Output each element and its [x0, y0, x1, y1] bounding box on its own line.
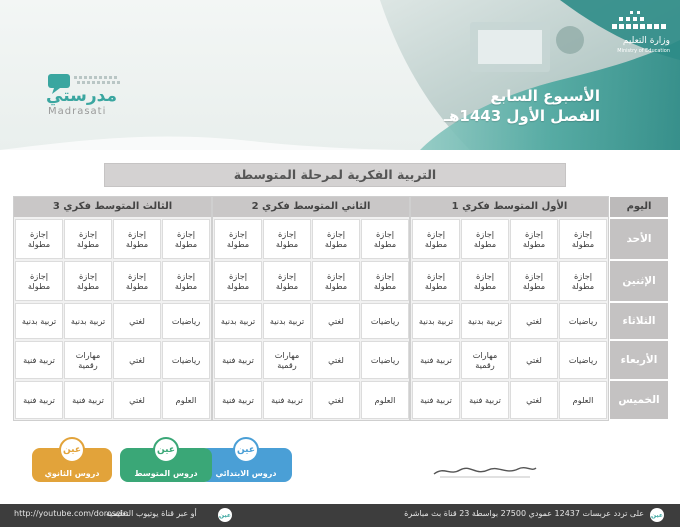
column-header-group2: الثاني المتوسط فكري 2	[213, 197, 409, 217]
cell-g2-mon-3: إجازة مطولة	[263, 261, 311, 301]
cell-g3-tue-4: تربية بدنية	[15, 303, 63, 339]
cell-g1-wed-1: رياضيات	[559, 341, 607, 379]
ministry-dots-icon	[610, 10, 670, 34]
ein-badge-icon: عين	[233, 437, 259, 463]
broadcast-text: على تردد عربسات 12437 عمودي 27500 بواسطة 23 قناة بث مباشرة	[404, 509, 644, 518]
cell-g3-thu-1: العلوم	[162, 381, 210, 419]
cell-g1-sun-3: إجازة مطولة	[461, 219, 509, 259]
cell-g2-thu-3: تربية فنية	[263, 381, 311, 419]
cell-g1-sun-2: إجازة مطولة	[510, 219, 558, 259]
ministry-name-ar: وزارة التعليم	[622, 36, 670, 46]
cell-g2-tue-1: رياضيات	[361, 303, 409, 339]
card-secondary-label: دروس الثانوي	[44, 469, 100, 478]
column-header-group3: الثالث المتوسط فكري 3	[14, 197, 211, 217]
cell-g3-tue-3: تربية بدنية	[64, 303, 112, 339]
cell-g3-wed-3: مهارات رقمية	[64, 341, 112, 379]
term-label: الفصل الأول 1443هـ	[443, 107, 600, 125]
day-label-wednesday: الأربعاء	[610, 341, 668, 379]
cell-g1-thu-2: لغتي	[510, 381, 558, 419]
cell-g2-wed-4: تربية فنية	[214, 341, 262, 379]
column-header-day: اليوم	[610, 197, 668, 217]
cell-g2-tue-2: لغتي	[312, 303, 360, 339]
week-label: الأسبوع السابع	[490, 87, 600, 105]
cell-g3-sun-4: إجازة مطولة	[15, 219, 63, 259]
cell-g3-sun-1: إجازة مطولة	[162, 219, 210, 259]
page-title: التربية الفكرية لمرحلة المتوسطة	[104, 163, 566, 187]
cell-g1-thu-4: تربية فنية	[412, 381, 460, 419]
card-elementary-lessons[interactable]	[200, 445, 292, 482]
cell-g1-tue-3: تربية بدنية	[461, 303, 509, 339]
cell-g1-thu-1: العلوم	[559, 381, 607, 419]
cell-g2-wed-1: رياضيات	[361, 341, 409, 379]
cell-g2-thu-2: لغتي	[312, 381, 360, 419]
header-banner	[0, 0, 680, 150]
card-secondary-lessons[interactable]	[32, 445, 112, 482]
cell-g1-wed-4: تربية فنية	[412, 341, 460, 379]
cell-g3-tue-1: رياضيات	[162, 303, 210, 339]
cell-g1-mon-4: إجازة مطولة	[412, 261, 460, 301]
cell-g1-wed-3: مهارات رقمية	[461, 341, 509, 379]
cell-g2-mon-1: إجازة مطولة	[361, 261, 409, 301]
card-middle-label: دروس المتوسط	[134, 469, 198, 478]
cell-g1-mon-3: إجازة مطولة	[461, 261, 509, 301]
cell-g3-sun-2: إجازة مطولة	[113, 219, 161, 259]
cell-g3-thu-4: تربية فنية	[15, 381, 63, 419]
cell-g2-sun-4: إجازة مطولة	[214, 219, 262, 259]
brand-name-ar: مدرستي	[46, 86, 117, 106]
ein-badge-icon: عين	[59, 437, 85, 463]
ministry-name-en: Ministry of Education	[617, 48, 670, 54]
cell-g2-wed-3: مهارات رقمية	[263, 341, 311, 379]
cell-g1-tue-1: رياضيات	[559, 303, 607, 339]
cell-g1-sun-1: إجازة مطولة	[559, 219, 607, 259]
day-label-tuesday: الثلاثاء	[610, 303, 668, 339]
cell-g1-thu-3: تربية فنية	[461, 381, 509, 419]
cell-g1-tue-4: تربية بدنية	[412, 303, 460, 339]
cell-g3-tue-2: لغتي	[113, 303, 161, 339]
cell-g2-mon-4: إجازة مطولة	[214, 261, 262, 301]
cell-g2-sun-3: إجازة مطولة	[263, 219, 311, 259]
day-label-sunday: الأحد	[610, 219, 668, 259]
cell-g3-mon-2: إجازة مطولة	[113, 261, 161, 301]
cell-g3-mon-1: إجازة مطولة	[162, 261, 210, 301]
card-elementary-label: دروس الابتدائي	[215, 469, 277, 478]
cell-g3-mon-4: إجازة مطولة	[15, 261, 63, 301]
cell-g3-wed-2: لغتي	[113, 341, 161, 379]
cell-g1-mon-2: إجازة مطولة	[510, 261, 558, 301]
cell-g1-tue-2: لغتي	[510, 303, 558, 339]
cell-g1-mon-1: إجازة مطولة	[559, 261, 607, 301]
card-middle-lessons[interactable]	[120, 445, 212, 482]
youtube-label: أو عبر قناة يوتيوب التعليمية	[106, 509, 197, 518]
youtube-link[interactable]: http://youtube.com/dorosein	[14, 509, 129, 518]
cell-g3-wed-4: تربية فنية	[15, 341, 63, 379]
cell-g2-mon-2: إجازة مطولة	[312, 261, 360, 301]
cell-g1-wed-2: لغتي	[510, 341, 558, 379]
column-header-group1: الأول المتوسط فكري 1	[411, 197, 608, 217]
department-signature-icon	[430, 462, 540, 480]
cell-g3-sun-3: إجازة مطولة	[64, 219, 112, 259]
cell-g2-sun-1: إجازة مطولة	[361, 219, 409, 259]
cell-g3-mon-3: إجازة مطولة	[64, 261, 112, 301]
day-label-thursday: الخميس	[610, 381, 668, 419]
cell-g2-thu-4: تربية فنية	[214, 381, 262, 419]
cell-g2-sun-2: إجازة مطولة	[312, 219, 360, 259]
cell-g3-wed-1: رياضيات	[162, 341, 210, 379]
cell-g2-wed-2: لغتي	[312, 341, 360, 379]
brand-name-en: Madrasati	[48, 106, 107, 117]
cell-g2-tue-3: تربية بدنية	[263, 303, 311, 339]
ein-badge-icon: عين	[153, 437, 179, 463]
cell-g2-thu-1: العلوم	[361, 381, 409, 419]
ein-circle-icon: عين	[650, 508, 664, 522]
ein-circle-icon: عين	[218, 508, 232, 522]
cell-g1-sun-4: إجازة مطولة	[412, 219, 460, 259]
week-title	[440, 86, 600, 126]
cell-g3-thu-2: لغتي	[113, 381, 161, 419]
day-label-monday: الإثنين	[610, 261, 668, 301]
cell-g2-tue-4: تربية بدنية	[214, 303, 262, 339]
cell-g3-thu-3: تربية فنية	[64, 381, 112, 419]
